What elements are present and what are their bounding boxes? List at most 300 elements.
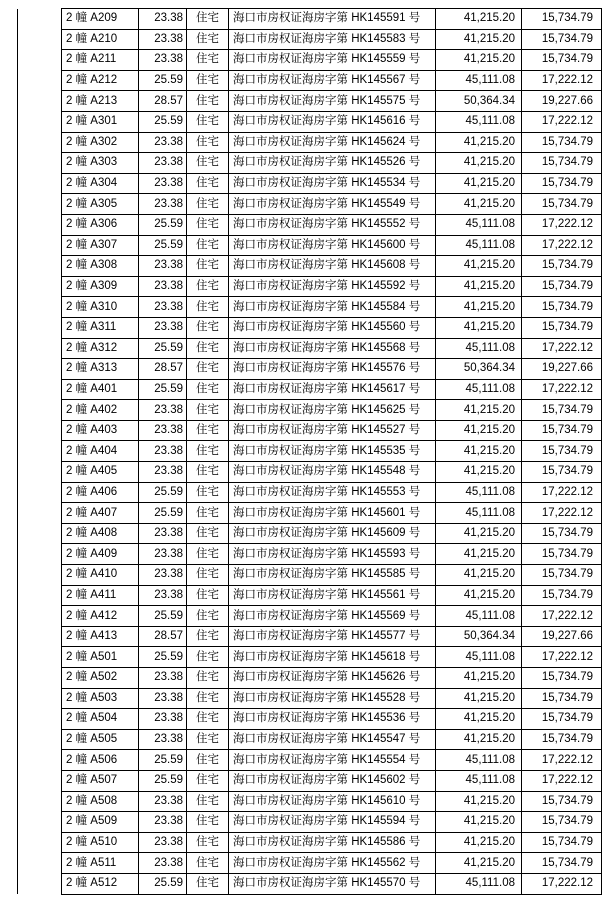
unit-cell: 2 幢 A407 bbox=[62, 503, 139, 524]
value-cell: 50,364.34 bbox=[436, 91, 522, 112]
table-row bbox=[18, 668, 602, 689]
value-cell: 41,215.20 bbox=[436, 132, 522, 153]
area-cell: 23.38 bbox=[139, 544, 187, 565]
table-row bbox=[18, 626, 602, 647]
table-row bbox=[18, 565, 602, 586]
table-row bbox=[18, 853, 602, 874]
table-row bbox=[18, 214, 602, 235]
certificate-cell: 海口市房权证海房字第 HK145547 号 bbox=[229, 729, 436, 750]
certificate-cell: 海口市房权证海房字第 HK145626 号 bbox=[229, 668, 436, 689]
value-cell: 50,364.34 bbox=[436, 626, 522, 647]
certificate-cell: 海口市房权证海房字第 HK145601 号 bbox=[229, 503, 436, 524]
unit-cell: 2 幢 A401 bbox=[62, 379, 139, 400]
certificate-cell: 海口市房权证海房字第 HK145594 号 bbox=[229, 812, 436, 833]
usage-cell: 住宅 bbox=[187, 523, 229, 544]
unit-cell: 2 幢 A503 bbox=[62, 688, 139, 709]
certificate-cell: 海口市房权证海房字第 HK145584 号 bbox=[229, 297, 436, 318]
usage-cell: 住宅 bbox=[187, 50, 229, 71]
merged-blank-cell bbox=[18, 873, 62, 894]
value-cell: 45,111.08 bbox=[436, 338, 522, 359]
value-cell: 41,215.20 bbox=[436, 832, 522, 853]
tax-cell: 17,222.12 bbox=[522, 503, 602, 524]
tax-cell: 15,734.79 bbox=[522, 565, 602, 586]
tax-cell: 17,222.12 bbox=[522, 770, 602, 791]
certificate-cell: 海口市房权证海房字第 HK145575 号 bbox=[229, 91, 436, 112]
unit-cell: 2 幢 A504 bbox=[62, 709, 139, 730]
usage-cell: 住宅 bbox=[187, 873, 229, 894]
tax-cell: 15,734.79 bbox=[522, 420, 602, 441]
certificate-cell: 海口市房权证海房字第 HK145618 号 bbox=[229, 647, 436, 668]
merged-blank-cell bbox=[18, 194, 62, 215]
certificate-cell: 海口市房权证海房字第 HK145610 号 bbox=[229, 791, 436, 812]
table-row bbox=[18, 750, 602, 771]
usage-cell: 住宅 bbox=[187, 565, 229, 586]
unit-cell: 2 幢 A501 bbox=[62, 647, 139, 668]
area-cell: 23.38 bbox=[139, 688, 187, 709]
table-row bbox=[18, 111, 602, 132]
certificate-cell: 海口市房权证海房字第 HK145560 号 bbox=[229, 317, 436, 338]
certificate-cell: 海口市房权证海房字第 HK145552 号 bbox=[229, 214, 436, 235]
certificate-cell: 海口市房权证海房字第 HK145583 号 bbox=[229, 29, 436, 50]
merged-blank-cell bbox=[18, 791, 62, 812]
tax-cell: 15,734.79 bbox=[522, 523, 602, 544]
merged-blank-cell bbox=[18, 153, 62, 174]
tax-cell: 17,222.12 bbox=[522, 750, 602, 771]
tax-cell: 15,734.79 bbox=[522, 853, 602, 874]
table-row bbox=[18, 462, 602, 483]
tax-cell: 15,734.79 bbox=[522, 9, 602, 30]
usage-cell: 住宅 bbox=[187, 29, 229, 50]
area-cell: 23.38 bbox=[139, 50, 187, 71]
value-cell: 41,215.20 bbox=[436, 153, 522, 174]
table-row bbox=[18, 585, 602, 606]
usage-cell: 住宅 bbox=[187, 647, 229, 668]
usage-cell: 住宅 bbox=[187, 770, 229, 791]
tax-cell: 15,734.79 bbox=[522, 544, 602, 565]
certificate-cell: 海口市房权证海房字第 HK145549 号 bbox=[229, 194, 436, 215]
area-cell: 23.38 bbox=[139, 297, 187, 318]
unit-cell: 2 幢 A209 bbox=[62, 9, 139, 30]
usage-cell: 住宅 bbox=[187, 276, 229, 297]
tax-cell: 17,222.12 bbox=[522, 235, 602, 256]
merged-blank-cell bbox=[18, 688, 62, 709]
table-row bbox=[18, 400, 602, 421]
area-cell: 23.38 bbox=[139, 812, 187, 833]
tax-cell: 15,734.79 bbox=[522, 729, 602, 750]
certificate-cell: 海口市房权证海房字第 HK145570 号 bbox=[229, 873, 436, 894]
value-cell: 41,215.20 bbox=[436, 729, 522, 750]
unit-cell: 2 幢 A304 bbox=[62, 173, 139, 194]
value-cell: 41,215.20 bbox=[436, 688, 522, 709]
area-cell: 25.59 bbox=[139, 338, 187, 359]
area-cell: 25.59 bbox=[139, 111, 187, 132]
certificate-cell: 海口市房权证海房字第 HK145616 号 bbox=[229, 111, 436, 132]
value-cell: 41,215.20 bbox=[436, 585, 522, 606]
area-cell: 25.59 bbox=[139, 214, 187, 235]
area-cell: 23.38 bbox=[139, 668, 187, 689]
certificate-cell: 海口市房权证海房字第 HK145585 号 bbox=[229, 565, 436, 586]
table-row bbox=[18, 91, 602, 112]
table-row bbox=[18, 606, 602, 627]
area-cell: 25.59 bbox=[139, 482, 187, 503]
unit-cell: 2 幢 A303 bbox=[62, 153, 139, 174]
certificate-cell: 海口市房权证海房字第 HK145567 号 bbox=[229, 70, 436, 91]
table-row bbox=[18, 832, 602, 853]
area-cell: 25.59 bbox=[139, 647, 187, 668]
table-row bbox=[18, 235, 602, 256]
certificate-cell: 海口市房权证海房字第 HK145526 号 bbox=[229, 153, 436, 174]
value-cell: 45,111.08 bbox=[436, 503, 522, 524]
usage-cell: 住宅 bbox=[187, 791, 229, 812]
certificate-cell: 海口市房权证海房字第 HK145600 号 bbox=[229, 235, 436, 256]
table-row bbox=[18, 791, 602, 812]
table-row bbox=[18, 153, 602, 174]
unit-cell: 2 幢 A511 bbox=[62, 853, 139, 874]
merged-blank-cell bbox=[18, 379, 62, 400]
area-cell: 23.38 bbox=[139, 132, 187, 153]
unit-cell: 2 幢 A210 bbox=[62, 29, 139, 50]
usage-cell: 住宅 bbox=[187, 297, 229, 318]
area-cell: 23.38 bbox=[139, 276, 187, 297]
value-cell: 45,111.08 bbox=[436, 750, 522, 771]
certificate-cell: 海口市房权证海房字第 HK145559 号 bbox=[229, 50, 436, 71]
tax-cell: 15,734.79 bbox=[522, 173, 602, 194]
unit-cell: 2 幢 A502 bbox=[62, 668, 139, 689]
area-cell: 25.59 bbox=[139, 606, 187, 627]
merged-blank-cell bbox=[18, 462, 62, 483]
usage-cell: 住宅 bbox=[187, 338, 229, 359]
usage-cell: 住宅 bbox=[187, 441, 229, 462]
unit-cell: 2 幢 A409 bbox=[62, 544, 139, 565]
tax-cell: 15,734.79 bbox=[522, 29, 602, 50]
certificate-cell: 海口市房权证海房字第 HK145527 号 bbox=[229, 420, 436, 441]
merged-blank-cell bbox=[18, 297, 62, 318]
unit-cell: 2 幢 A510 bbox=[62, 832, 139, 853]
tax-cell: 17,222.12 bbox=[522, 482, 602, 503]
property-table-sheet bbox=[17, 8, 601, 895]
merged-blank-cell bbox=[18, 503, 62, 524]
area-cell: 25.59 bbox=[139, 750, 187, 771]
certificate-cell: 海口市房权证海房字第 HK145592 号 bbox=[229, 276, 436, 297]
area-cell: 28.57 bbox=[139, 626, 187, 647]
value-cell: 45,111.08 bbox=[436, 70, 522, 91]
area-cell: 23.38 bbox=[139, 9, 187, 30]
usage-cell: 住宅 bbox=[187, 359, 229, 380]
tax-cell: 17,222.12 bbox=[522, 111, 602, 132]
unit-cell: 2 幢 A413 bbox=[62, 626, 139, 647]
value-cell: 41,215.20 bbox=[436, 29, 522, 50]
usage-cell: 住宅 bbox=[187, 750, 229, 771]
tax-cell: 17,222.12 bbox=[522, 606, 602, 627]
certificate-cell: 海口市房权证海房字第 HK145576 号 bbox=[229, 359, 436, 380]
value-cell: 41,215.20 bbox=[436, 317, 522, 338]
table-row bbox=[18, 873, 602, 894]
certificate-cell: 海口市房权证海房字第 HK145561 号 bbox=[229, 585, 436, 606]
table-row bbox=[18, 276, 602, 297]
merged-blank-cell bbox=[18, 9, 62, 30]
tax-cell: 17,222.12 bbox=[522, 338, 602, 359]
unit-cell: 2 幢 A509 bbox=[62, 812, 139, 833]
certificate-cell: 海口市房权证海房字第 HK145568 号 bbox=[229, 338, 436, 359]
tax-cell: 17,222.12 bbox=[522, 70, 602, 91]
usage-cell: 住宅 bbox=[187, 544, 229, 565]
certificate-cell: 海口市房权证海房字第 HK145625 号 bbox=[229, 400, 436, 421]
value-cell: 41,215.20 bbox=[436, 420, 522, 441]
unit-cell: 2 幢 A213 bbox=[62, 91, 139, 112]
merged-blank-cell bbox=[18, 565, 62, 586]
value-cell: 45,111.08 bbox=[436, 235, 522, 256]
value-cell: 50,364.34 bbox=[436, 359, 522, 380]
tax-cell: 15,734.79 bbox=[522, 256, 602, 277]
tax-cell: 15,734.79 bbox=[522, 585, 602, 606]
merged-blank-cell bbox=[18, 50, 62, 71]
value-cell: 41,215.20 bbox=[436, 50, 522, 71]
tax-cell: 15,734.79 bbox=[522, 668, 602, 689]
table-row bbox=[18, 441, 602, 462]
certificate-cell: 海口市房权证海房字第 HK145602 号 bbox=[229, 770, 436, 791]
table-row bbox=[18, 194, 602, 215]
usage-cell: 住宅 bbox=[187, 709, 229, 730]
unit-cell: 2 幢 A309 bbox=[62, 276, 139, 297]
table-row bbox=[18, 647, 602, 668]
value-cell: 45,111.08 bbox=[436, 111, 522, 132]
unit-cell: 2 幢 A507 bbox=[62, 770, 139, 791]
area-cell: 23.38 bbox=[139, 420, 187, 441]
area-cell: 23.38 bbox=[139, 441, 187, 462]
merged-blank-cell bbox=[18, 132, 62, 153]
unit-cell: 2 幢 A211 bbox=[62, 50, 139, 71]
value-cell: 41,215.20 bbox=[436, 791, 522, 812]
tax-cell: 19,227.66 bbox=[522, 359, 602, 380]
merged-blank-cell bbox=[18, 750, 62, 771]
usage-cell: 住宅 bbox=[187, 420, 229, 441]
usage-cell: 住宅 bbox=[187, 462, 229, 483]
usage-cell: 住宅 bbox=[187, 9, 229, 30]
usage-cell: 住宅 bbox=[187, 153, 229, 174]
usage-cell: 住宅 bbox=[187, 853, 229, 874]
usage-cell: 住宅 bbox=[187, 668, 229, 689]
tax-cell: 15,734.79 bbox=[522, 791, 602, 812]
property-table-body bbox=[18, 9, 602, 895]
merged-blank-cell bbox=[18, 214, 62, 235]
area-cell: 25.59 bbox=[139, 503, 187, 524]
unit-cell: 2 幢 A402 bbox=[62, 400, 139, 421]
area-cell: 23.38 bbox=[139, 317, 187, 338]
unit-cell: 2 幢 A212 bbox=[62, 70, 139, 91]
certificate-cell: 海口市房权证海房字第 HK145528 号 bbox=[229, 688, 436, 709]
table-row bbox=[18, 770, 602, 791]
area-cell: 23.38 bbox=[139, 173, 187, 194]
merged-blank-cell bbox=[18, 482, 62, 503]
tax-cell: 15,734.79 bbox=[522, 812, 602, 833]
value-cell: 41,215.20 bbox=[436, 173, 522, 194]
area-cell: 23.38 bbox=[139, 523, 187, 544]
value-cell: 45,111.08 bbox=[436, 482, 522, 503]
usage-cell: 住宅 bbox=[187, 379, 229, 400]
area-cell: 23.38 bbox=[139, 791, 187, 812]
table-row bbox=[18, 379, 602, 400]
table-row bbox=[18, 709, 602, 730]
tax-cell: 15,734.79 bbox=[522, 50, 602, 71]
unit-cell: 2 幢 A410 bbox=[62, 565, 139, 586]
unit-cell: 2 幢 A406 bbox=[62, 482, 139, 503]
area-cell: 23.38 bbox=[139, 729, 187, 750]
value-cell: 41,215.20 bbox=[436, 400, 522, 421]
unit-cell: 2 幢 A313 bbox=[62, 359, 139, 380]
tax-cell: 19,227.66 bbox=[522, 91, 602, 112]
value-cell: 41,215.20 bbox=[436, 276, 522, 297]
merged-blank-cell bbox=[18, 441, 62, 462]
table-row bbox=[18, 544, 602, 565]
usage-cell: 住宅 bbox=[187, 832, 229, 853]
usage-cell: 住宅 bbox=[187, 132, 229, 153]
usage-cell: 住宅 bbox=[187, 235, 229, 256]
usage-cell: 住宅 bbox=[187, 111, 229, 132]
merged-blank-cell bbox=[18, 70, 62, 91]
certificate-cell: 海口市房权证海房字第 HK145569 号 bbox=[229, 606, 436, 627]
unit-cell: 2 幢 A312 bbox=[62, 338, 139, 359]
usage-cell: 住宅 bbox=[187, 317, 229, 338]
merged-blank-cell bbox=[18, 626, 62, 647]
value-cell: 41,215.20 bbox=[436, 462, 522, 483]
certificate-cell: 海口市房权证海房字第 HK145562 号 bbox=[229, 853, 436, 874]
table-row bbox=[18, 420, 602, 441]
usage-cell: 住宅 bbox=[187, 91, 229, 112]
tax-cell: 17,222.12 bbox=[522, 379, 602, 400]
certificate-cell: 海口市房权证海房字第 HK145608 号 bbox=[229, 256, 436, 277]
value-cell: 41,215.20 bbox=[436, 9, 522, 30]
unit-cell: 2 幢 A306 bbox=[62, 214, 139, 235]
unit-cell: 2 幢 A301 bbox=[62, 111, 139, 132]
value-cell: 41,215.20 bbox=[436, 544, 522, 565]
unit-cell: 2 幢 A310 bbox=[62, 297, 139, 318]
area-cell: 23.38 bbox=[139, 709, 187, 730]
area-cell: 25.59 bbox=[139, 235, 187, 256]
area-cell: 23.38 bbox=[139, 400, 187, 421]
table-row bbox=[18, 503, 602, 524]
tax-cell: 15,734.79 bbox=[522, 317, 602, 338]
table-row bbox=[18, 132, 602, 153]
value-cell: 45,111.08 bbox=[436, 647, 522, 668]
table-row bbox=[18, 29, 602, 50]
certificate-cell: 海口市房权证海房字第 HK145586 号 bbox=[229, 832, 436, 853]
unit-cell: 2 幢 A404 bbox=[62, 441, 139, 462]
value-cell: 41,215.20 bbox=[436, 194, 522, 215]
value-cell: 41,215.20 bbox=[436, 668, 522, 689]
tax-cell: 15,734.79 bbox=[522, 462, 602, 483]
area-cell: 28.57 bbox=[139, 91, 187, 112]
property-table bbox=[17, 8, 602, 895]
merged-blank-cell bbox=[18, 585, 62, 606]
certificate-cell: 海口市房权证海房字第 HK145617 号 bbox=[229, 379, 436, 400]
merged-blank-cell bbox=[18, 359, 62, 380]
merged-blank-cell bbox=[18, 420, 62, 441]
area-cell: 23.38 bbox=[139, 462, 187, 483]
merged-blank-cell bbox=[18, 853, 62, 874]
area-cell: 23.38 bbox=[139, 29, 187, 50]
merged-blank-cell bbox=[18, 173, 62, 194]
tax-cell: 15,734.79 bbox=[522, 832, 602, 853]
table-row bbox=[18, 50, 602, 71]
merged-blank-cell bbox=[18, 770, 62, 791]
usage-cell: 住宅 bbox=[187, 626, 229, 647]
area-cell: 25.59 bbox=[139, 770, 187, 791]
area-cell: 25.59 bbox=[139, 70, 187, 91]
merged-blank-cell bbox=[18, 606, 62, 627]
certificate-cell: 海口市房权证海房字第 HK145577 号 bbox=[229, 626, 436, 647]
value-cell: 41,215.20 bbox=[436, 853, 522, 874]
certificate-cell: 海口市房权证海房字第 HK145593 号 bbox=[229, 544, 436, 565]
tax-cell: 17,222.12 bbox=[522, 647, 602, 668]
usage-cell: 住宅 bbox=[187, 70, 229, 91]
area-cell: 23.38 bbox=[139, 585, 187, 606]
usage-cell: 住宅 bbox=[187, 688, 229, 709]
area-cell: 23.38 bbox=[139, 832, 187, 853]
merged-blank-cell bbox=[18, 523, 62, 544]
tax-cell: 15,734.79 bbox=[522, 441, 602, 462]
area-cell: 23.38 bbox=[139, 853, 187, 874]
value-cell: 41,215.20 bbox=[436, 256, 522, 277]
merged-blank-cell bbox=[18, 709, 62, 730]
usage-cell: 住宅 bbox=[187, 482, 229, 503]
usage-cell: 住宅 bbox=[187, 503, 229, 524]
tax-cell: 15,734.79 bbox=[522, 400, 602, 421]
certificate-cell: 海口市房权证海房字第 HK145548 号 bbox=[229, 462, 436, 483]
merged-blank-cell bbox=[18, 256, 62, 277]
table-row bbox=[18, 523, 602, 544]
value-cell: 41,215.20 bbox=[436, 565, 522, 586]
value-cell: 45,111.08 bbox=[436, 214, 522, 235]
merged-blank-cell bbox=[18, 317, 62, 338]
area-cell: 28.57 bbox=[139, 359, 187, 380]
table-row bbox=[18, 812, 602, 833]
merged-blank-cell bbox=[18, 276, 62, 297]
merged-blank-cell bbox=[18, 29, 62, 50]
table-row bbox=[18, 173, 602, 194]
certificate-cell: 海口市房权证海房字第 HK145624 号 bbox=[229, 132, 436, 153]
table-row bbox=[18, 482, 602, 503]
merged-blank-cell bbox=[18, 668, 62, 689]
certificate-cell: 海口市房权证海房字第 HK145535 号 bbox=[229, 441, 436, 462]
area-cell: 23.38 bbox=[139, 153, 187, 174]
unit-cell: 2 幢 A302 bbox=[62, 132, 139, 153]
merged-blank-cell bbox=[18, 812, 62, 833]
table-row bbox=[18, 256, 602, 277]
unit-cell: 2 幢 A311 bbox=[62, 317, 139, 338]
unit-cell: 2 幢 A307 bbox=[62, 235, 139, 256]
merged-blank-cell bbox=[18, 544, 62, 565]
area-cell: 23.38 bbox=[139, 194, 187, 215]
tax-cell: 17,222.12 bbox=[522, 873, 602, 894]
tax-cell: 19,227.66 bbox=[522, 626, 602, 647]
merged-blank-cell bbox=[18, 338, 62, 359]
area-cell: 25.59 bbox=[139, 379, 187, 400]
tax-cell: 15,734.79 bbox=[522, 153, 602, 174]
unit-cell: 2 幢 A508 bbox=[62, 791, 139, 812]
value-cell: 41,215.20 bbox=[436, 297, 522, 318]
unit-cell: 2 幢 A505 bbox=[62, 729, 139, 750]
usage-cell: 住宅 bbox=[187, 173, 229, 194]
unit-cell: 2 幢 A506 bbox=[62, 750, 139, 771]
unit-cell: 2 幢 A512 bbox=[62, 873, 139, 894]
usage-cell: 住宅 bbox=[187, 400, 229, 421]
unit-cell: 2 幢 A411 bbox=[62, 585, 139, 606]
tax-cell: 15,734.79 bbox=[522, 276, 602, 297]
value-cell: 45,111.08 bbox=[436, 770, 522, 791]
table-row bbox=[18, 9, 602, 30]
value-cell: 41,215.20 bbox=[436, 523, 522, 544]
unit-cell: 2 幢 A308 bbox=[62, 256, 139, 277]
